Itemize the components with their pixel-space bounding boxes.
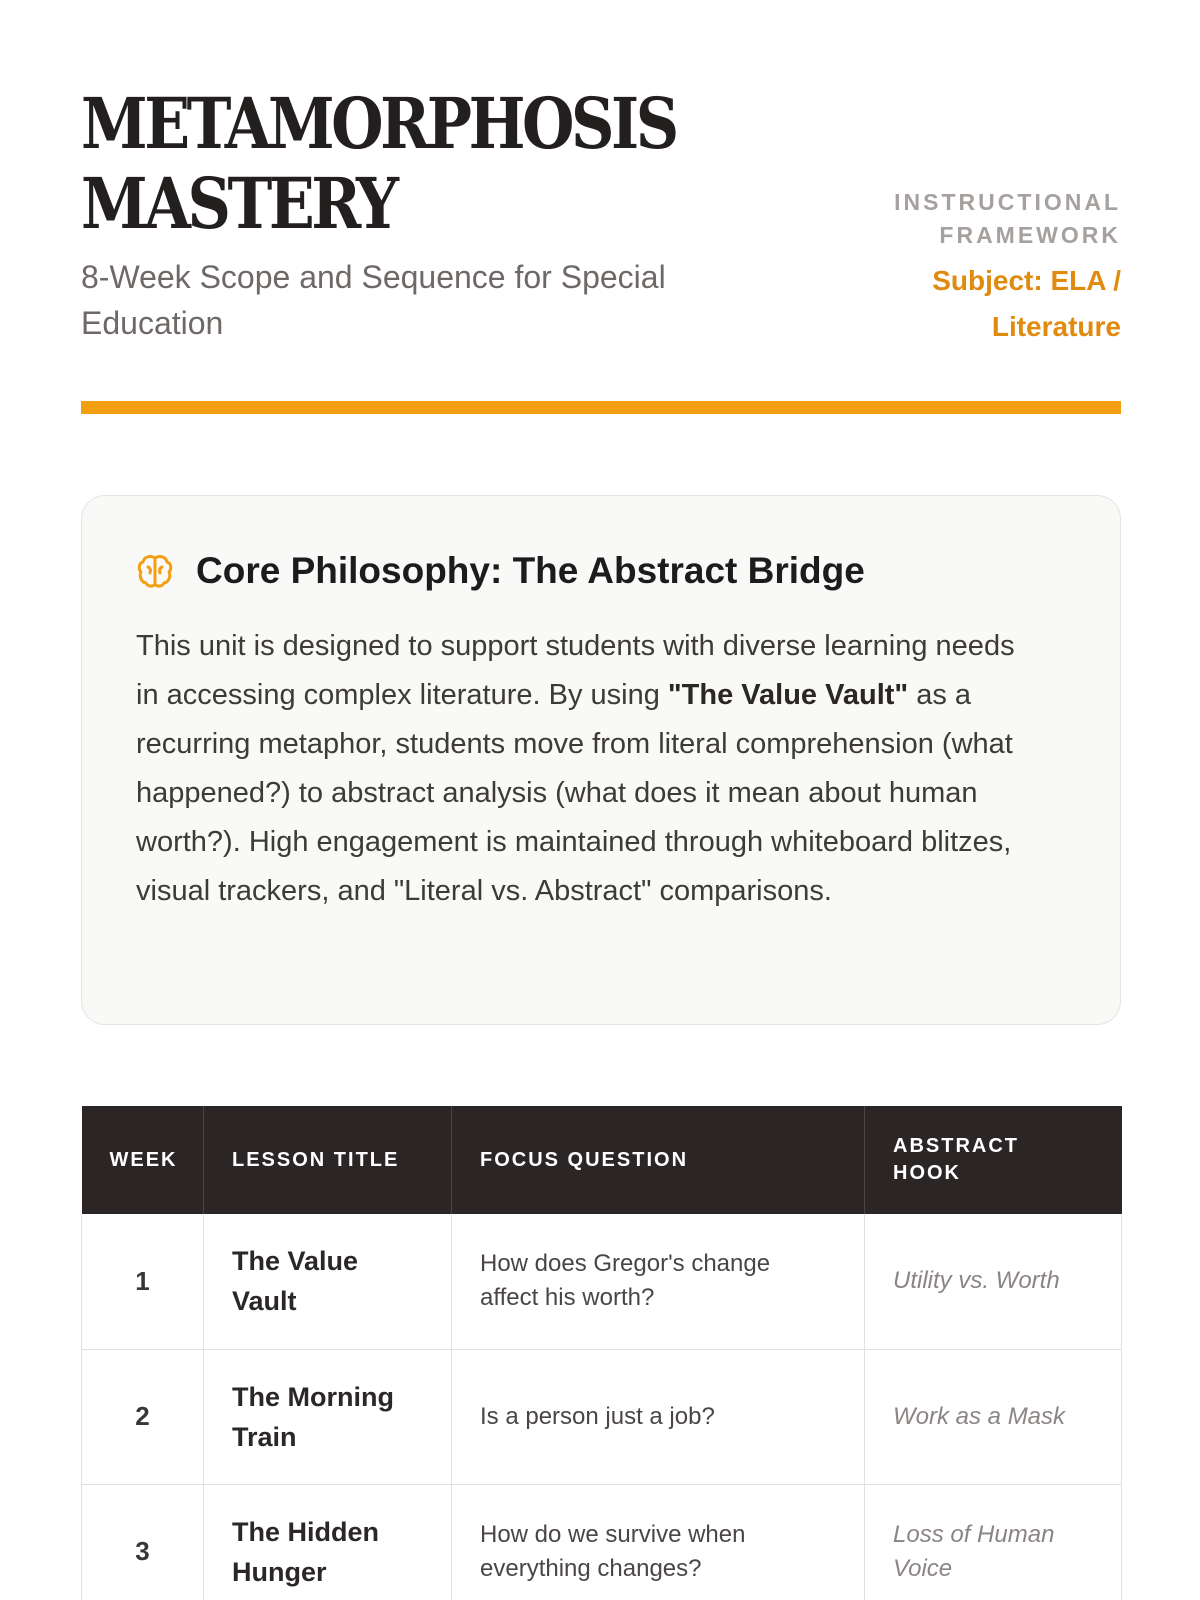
page-title-line-1: METAMORPHOSIS [81, 82, 676, 165]
focus-question [452, 1349, 865, 1484]
framework-meta [861, 186, 1121, 350]
abstract-hook [865, 1484, 1122, 1600]
abstract-hook-text: Utility vs. Worth [893, 1267, 1060, 1295]
lesson-title-text: The Hidden Hunger [232, 1516, 379, 1587]
focus-question [452, 1214, 865, 1349]
focus-question-text: How does Gregor's change affect his worth? [480, 1250, 771, 1312]
framework-label-line-2: FRAMEWORK [939, 222, 1121, 248]
column-header-lesson-title: LESSON TITLE [204, 1106, 452, 1214]
page-title [81, 84, 700, 244]
lesson-title-text: The Value Vault [232, 1246, 359, 1317]
column-header-week: WEEK [82, 1106, 204, 1214]
lesson-title [204, 1214, 452, 1349]
philosophy-title: Core Philosophy: The Abstract Bridge [196, 550, 865, 591]
philosophy-body-emphasis: "The Value Vault" [667, 679, 909, 711]
page-title-line-2: MASTERY [81, 162, 396, 245]
title-block [81, 84, 801, 346]
subject-label [861, 258, 1121, 350]
column-header-abstract-hook: ABSTRACT HOOK [865, 1106, 1122, 1214]
abstract-hook-text: Loss of Human Voice [893, 1520, 1055, 1582]
document-header [81, 0, 1121, 420]
subject-label-line-1: Subject: ELA / [932, 265, 1121, 296]
table-row [82, 1214, 1122, 1349]
abstract-hook [865, 1214, 1122, 1349]
framework-label-line-1: INSTRUCTIONAL [894, 189, 1121, 215]
lesson-title-text: The Morning Train [232, 1381, 394, 1452]
page-subtitle: 8-Week Scope and Sequence for Special Education [81, 259, 666, 341]
scope-sequence-table [81, 1106, 1121, 1600]
lesson-title [204, 1349, 452, 1484]
abstract-hook-text: Work as a Mask [893, 1402, 1066, 1430]
week-number: 3 [82, 1484, 204, 1600]
table-row [82, 1349, 1122, 1484]
focus-question-text: Is a person just a job? [480, 1402, 715, 1430]
philosophy-card-header [136, 548, 1066, 594]
week-number: 2 [82, 1349, 204, 1484]
column-header-focus-question: FOCUS QUESTION [452, 1106, 865, 1214]
accent-divider [81, 401, 1121, 414]
week-number: 1 [82, 1214, 204, 1349]
table-row [82, 1484, 1122, 1600]
abstract-hook [865, 1349, 1122, 1484]
philosophy-body-intro: This unit is designed to support students with diverse learning needs in accessing complex literature. By using [136, 630, 1015, 711]
document-page [81, 0, 1121, 1587]
subject-label-line-2: Literature [991, 311, 1121, 342]
lesson-title [204, 1484, 452, 1600]
focus-question-text: How do we survive when everything changes? [480, 1520, 746, 1582]
focus-question [452, 1484, 865, 1600]
framework-label [861, 186, 1121, 252]
brain-icon [136, 552, 174, 590]
philosophy-body-rest: as a recurring metaphor, students move from literal comprehension (what happened?) to abstract analysis (what does it mean about human worth?). High engagement is maintained through whiteboard blitzes, visual trackers, and "Literal vs. Abstract" comparisons. [136, 679, 1013, 907]
philosophy-card [81, 495, 1121, 1025]
philosophy-body [136, 622, 1036, 916]
table-header-row [82, 1106, 1122, 1214]
